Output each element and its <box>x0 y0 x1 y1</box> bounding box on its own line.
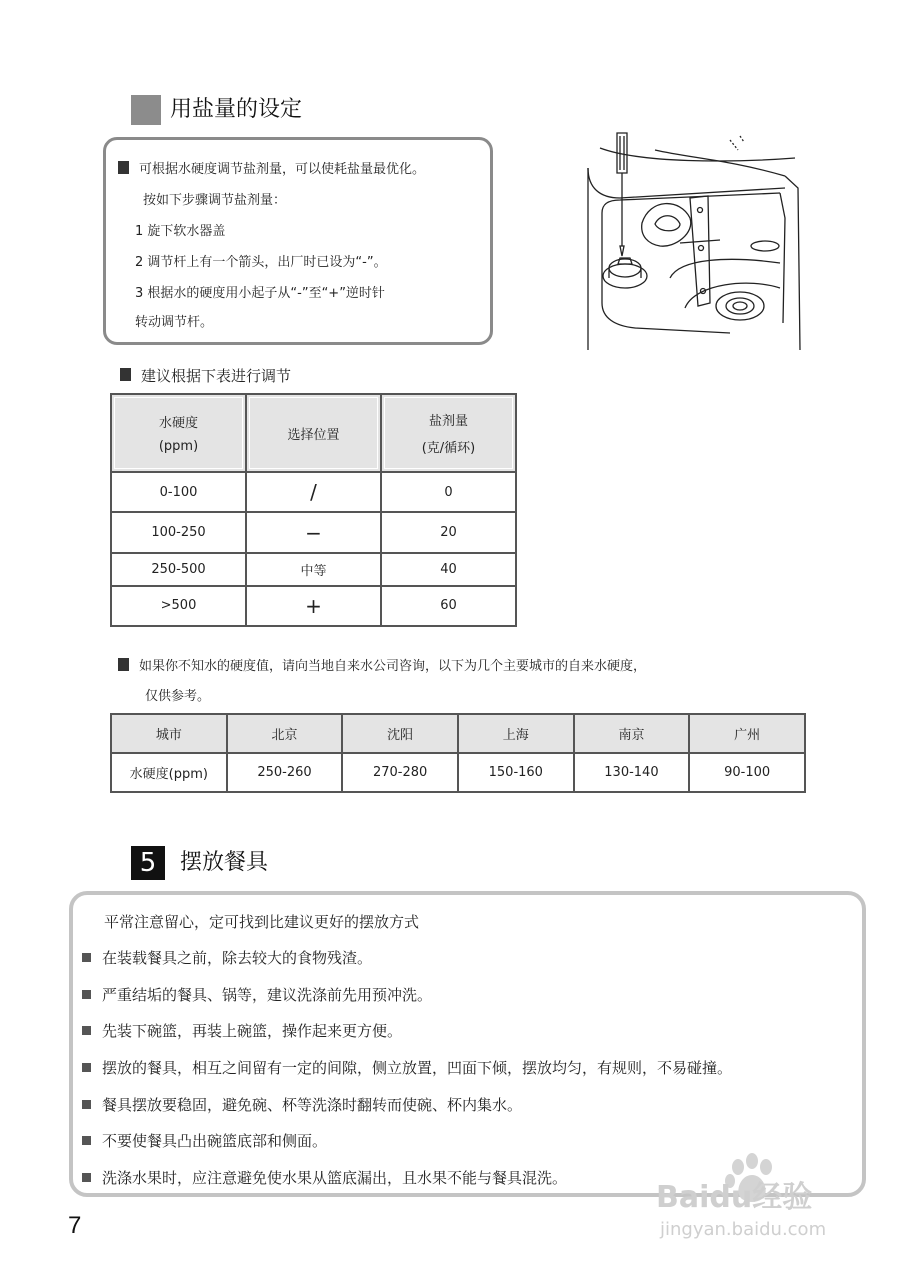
tip-text: 餐具摆放要稳固，避免碗、杯等洗涤时翻转而使碗、杯内集水。 <box>102 1096 523 1114</box>
cell: 90-100 <box>689 753 805 792</box>
step-marker-icon <box>118 161 129 174</box>
step1-line1 <box>118 161 425 179</box>
step2-text: 建议根据下表进行调节 <box>141 367 292 385</box>
step3-line2: 仅供参考。 <box>145 689 211 704</box>
bullet-square-icon <box>82 990 91 999</box>
cell-position: 中等 <box>246 553 381 586</box>
cell-position: + <box>246 586 381 626</box>
step1-text1: 可根据水硬度调节盐剂量，可以使耗盐量最优化。 <box>139 162 426 177</box>
tip-text: 不要使餐具凸出碗篮底部和侧面。 <box>102 1132 328 1150</box>
bullet-square-icon <box>82 1026 91 1035</box>
header-amount-label: 盐剂量 <box>428 414 468 429</box>
cell: 250-260 <box>227 753 343 792</box>
cell: 150-160 <box>458 753 574 792</box>
step3-line1 <box>118 658 646 676</box>
list-item <box>82 1168 567 1188</box>
step1-item3: 3 根据水的硬度用小起子从“-”至“+”逆时针 <box>135 286 385 301</box>
heading-square-icon <box>131 95 161 125</box>
step1-item3-cont: 转动调节杆。 <box>135 315 214 330</box>
salt-setting-table <box>110 393 517 627</box>
header-amount-unit: (克/循环) <box>421 441 476 456</box>
cell-position: / <box>246 472 381 512</box>
table-row <box>111 472 516 512</box>
table-row <box>111 553 516 586</box>
city-hardness-table <box>110 713 806 793</box>
cell-hardness: 100-250 <box>111 512 246 552</box>
step1-item1: 1 旋下软水器盖 <box>135 224 226 239</box>
header-hardness-unit: (ppm) <box>158 439 199 454</box>
softener-adjust-illustration <box>580 128 805 350</box>
header-cell: 广州 <box>689 714 805 753</box>
cell: 270-280 <box>342 753 458 792</box>
header-cell: 上海 <box>458 714 574 753</box>
list-item <box>82 1095 522 1115</box>
cell-amount: 60 <box>381 586 516 626</box>
cell-hardness: 250-500 <box>111 553 246 586</box>
bullet-square-icon <box>82 1173 91 1182</box>
cell-hardness: >500 <box>111 586 246 626</box>
tip-text: 先装下碗篮，再装上碗篮，操作起来更方便。 <box>102 1022 403 1040</box>
list-item <box>82 1058 732 1078</box>
tip-text: 洗涤水果时，应注意避免使水果从篮底漏出，且水果不能与餐具混洗。 <box>102 1169 568 1187</box>
bullet-square-icon <box>82 1136 91 1145</box>
list-item <box>82 985 432 1005</box>
tip-text: 摆放的餐具，相互之间留有一定的间隙，侧立放置，凹面下倾，摆放均匀，有规则，不易碰撞。 <box>102 1059 733 1077</box>
bullet-square-icon <box>82 1063 91 1072</box>
cell-amount: 40 <box>381 553 516 586</box>
header-hardness-label: 水硬度 <box>158 416 198 431</box>
page-number: 7 <box>68 1212 82 1239</box>
bullet-square-icon <box>82 1100 91 1109</box>
section-number-badge: 5 <box>131 846 165 880</box>
cell: 水硬度(ppm) <box>111 753 227 792</box>
step2-line <box>120 366 291 386</box>
table-row <box>111 586 516 626</box>
header-cell: 沈阳 <box>342 714 458 753</box>
cell-amount: 20 <box>381 512 516 552</box>
step1-item2: 2 调节杆上有一个箭头，出厂时已设为“-”。 <box>135 255 387 270</box>
cell-amount: 0 <box>381 472 516 512</box>
cell-hardness: 0-100 <box>111 472 246 512</box>
watermark-url: jingyan.baidu.com <box>660 1219 827 1240</box>
cell: 130-140 <box>574 753 690 792</box>
baidu-watermark-logo <box>650 1145 850 1245</box>
section-title-salt: 用盐量的设定 <box>170 97 303 122</box>
step3-text1: 如果你不知水的硬度值，请向当地自来水公司咨询，以下为几个主要城市的自来水硬度， <box>139 659 647 674</box>
table-row <box>111 512 516 552</box>
table-row <box>111 753 805 792</box>
list-item <box>82 948 372 968</box>
tip-text: 在装载餐具之前，除去较大的食物残渣。 <box>102 949 373 967</box>
tip-text: 严重结垢的餐具、锅等，建议洗涤前先用预冲洗。 <box>102 986 433 1004</box>
header-cell: 南京 <box>574 714 690 753</box>
header-cell: 城市 <box>111 714 227 753</box>
list-item <box>82 1131 327 1151</box>
list-item <box>82 1021 402 1041</box>
header-amount <box>381 394 516 472</box>
table-header-row <box>111 714 805 753</box>
header-hardness <box>111 394 246 472</box>
section-title-loading: 摆放餐具 <box>180 850 269 875</box>
step1-line2: 按如下步骤调节盐剂量： <box>143 193 287 208</box>
watermark-brand: Baidu经验 <box>656 1180 813 1215</box>
step-marker-icon <box>120 368 131 381</box>
step-marker-icon <box>118 658 129 671</box>
bullet-square-icon <box>82 953 91 962</box>
cell-position: − <box>246 512 381 552</box>
header-cell: 北京 <box>227 714 343 753</box>
table-header-row <box>111 394 516 472</box>
tips-intro: 平常注意留心，定可找到比建议更好的摆放方式 <box>104 913 420 931</box>
header-position: 选择位置 <box>246 394 381 472</box>
